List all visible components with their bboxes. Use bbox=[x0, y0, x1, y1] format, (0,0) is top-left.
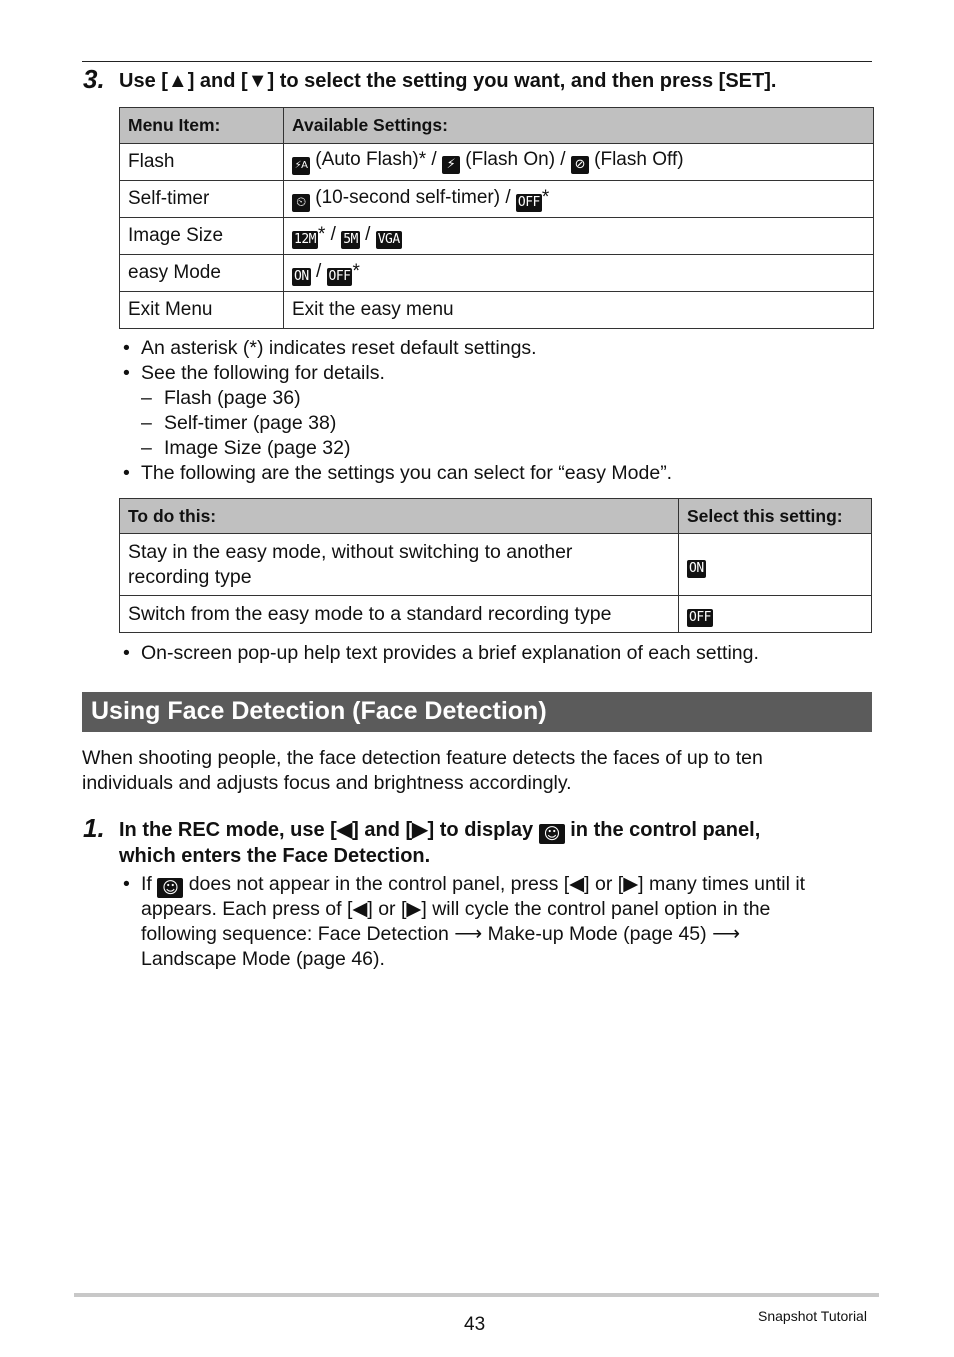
setting-text: (10-second self-timer) / bbox=[315, 186, 511, 208]
step-1-bullet-line-1 bbox=[141, 872, 805, 898]
table-row bbox=[120, 144, 874, 181]
step-1-bullet-line-3 bbox=[141, 922, 740, 947]
table-row bbox=[120, 218, 874, 255]
setting-text: * bbox=[541, 186, 550, 208]
bullet-see-following: See the following for details. bbox=[141, 362, 385, 384]
size-vga-icon: VGA bbox=[377, 231, 400, 247]
face-detection-icon: ☺ bbox=[157, 878, 183, 898]
action-line: recording type bbox=[128, 565, 252, 588]
exit-menu-settings: Exit the easy menu bbox=[284, 292, 874, 329]
setting-text: (Flash Off) bbox=[594, 149, 684, 170]
setting-text: (Auto Flash)* / bbox=[315, 149, 437, 170]
menu-item-easy-mode: easy Mode bbox=[120, 255, 284, 292]
on-icon: ON bbox=[689, 560, 704, 576]
step-number-1: 1. bbox=[83, 813, 105, 843]
menu-item-flash: Flash bbox=[120, 144, 284, 181]
bullet-easy-mode-settings: The following are the settings you can select for “easy Mode”. bbox=[141, 462, 673, 484]
bullet-text: does not appear in the control panel, press [◀] or [▶] many times until it bbox=[188, 873, 806, 895]
size-5m-icon: 5M bbox=[343, 231, 358, 247]
footer-rule bbox=[74, 1293, 879, 1297]
setting-text: (Flash On) / bbox=[465, 149, 566, 170]
bullet-marker: • bbox=[123, 642, 130, 664]
table-row bbox=[120, 534, 872, 596]
table-row bbox=[120, 181, 874, 218]
bullet-marker: • bbox=[123, 462, 130, 484]
table-row bbox=[120, 255, 874, 292]
bullet-popup-help: On-screen pop-up help text provides a brief explanation of each setting. bbox=[141, 642, 759, 664]
dash-marker: – bbox=[141, 387, 152, 409]
off-icon: OFF bbox=[517, 194, 540, 210]
dash-marker: – bbox=[141, 412, 152, 434]
step-3-instruction: Use [▲] and [▼] to select the setting you want, and then press [SET]. bbox=[119, 70, 777, 92]
bullet-asterisk-note: An asterisk (*) indicates reset default settings. bbox=[141, 337, 537, 359]
step-text: In the REC mode, use [◀] and [▶] to display bbox=[119, 819, 534, 841]
setting-off-cell bbox=[679, 596, 872, 633]
flash-off-icon: ⊘ bbox=[571, 156, 589, 174]
table-row bbox=[120, 596, 872, 633]
settings-table bbox=[119, 107, 874, 329]
setting-text: * / bbox=[317, 223, 336, 245]
bullet-marker: • bbox=[123, 337, 130, 359]
bullet-marker: • bbox=[123, 362, 130, 384]
action-stay-easy bbox=[120, 534, 679, 596]
step-1-bullet-line-2: appears. Each press of [◀] or [▶] will cycle the control panel option in the bbox=[141, 898, 771, 920]
menu-item-self-timer: Self-timer bbox=[120, 181, 284, 218]
off-icon: OFF bbox=[328, 268, 351, 284]
flash-settings bbox=[284, 144, 874, 181]
sub-bullet-self-timer: Self-timer (page 38) bbox=[164, 412, 337, 434]
intro-line-2: individuals and adjusts focus and brightness accordingly. bbox=[82, 772, 572, 794]
settings-table-header bbox=[120, 108, 874, 144]
step-1-line-1 bbox=[119, 817, 760, 844]
bullet-marker: • bbox=[123, 873, 130, 895]
arrow-right-icon: ⟶ bbox=[712, 923, 741, 945]
flash-on-icon: ⚡ bbox=[442, 156, 460, 174]
section-header-band bbox=[82, 692, 872, 732]
easy-table-header bbox=[120, 499, 872, 534]
menu-item-exit-menu: Exit Menu bbox=[120, 292, 284, 329]
on-icon: ON bbox=[294, 268, 309, 284]
self-timer-settings bbox=[284, 181, 874, 218]
step-1-bullet-line-4: Landscape Mode (page 46). bbox=[141, 948, 385, 970]
setting-text: / bbox=[315, 260, 322, 282]
setting-text: / bbox=[365, 223, 371, 245]
section-title: Using Face Detection (Face Detection) bbox=[91, 697, 547, 725]
off-icon: OFF bbox=[689, 610, 711, 625]
bullet-text: Make-up Mode (page 45) bbox=[487, 923, 707, 945]
intro-line-1: When shooting people, the face detection feature detects the faces of up to ten bbox=[82, 747, 763, 769]
page-number: 43 bbox=[464, 1314, 486, 1335]
auto-flash-icon: ⚡A bbox=[292, 157, 310, 175]
step-text: in the control panel, bbox=[570, 819, 761, 841]
header-to-do-this: To do this: bbox=[120, 499, 679, 534]
easy-mode-table bbox=[119, 498, 872, 633]
step-1-line-2: which enters the Face Detection. bbox=[119, 845, 431, 867]
action-switch-standard: Switch from the easy mode to a standard recording type bbox=[120, 596, 679, 633]
timer-icon: ⏲ bbox=[292, 194, 310, 212]
step-number-3: 3. bbox=[83, 64, 105, 94]
bullet-text: If bbox=[141, 873, 152, 895]
header-select-this-setting: Select this setting: bbox=[679, 499, 872, 534]
bullet-text: following sequence: Face Detection bbox=[141, 923, 449, 945]
header-available-settings: Available Settings: bbox=[284, 108, 874, 144]
setting-on-cell bbox=[679, 534, 872, 596]
table-row bbox=[120, 292, 874, 329]
face-detection-icon: ☺ bbox=[539, 824, 565, 844]
action-line: Stay in the easy mode, without switching to another bbox=[128, 540, 573, 563]
header-menu-item: Menu Item: bbox=[120, 108, 284, 144]
dash-marker: – bbox=[141, 437, 152, 459]
easy-mode-settings bbox=[284, 255, 874, 292]
menu-item-image-size: Image Size bbox=[120, 218, 284, 255]
size-12m-icon: 12M bbox=[294, 231, 316, 247]
footer-section-name: Snapshot Tutorial bbox=[758, 1308, 867, 1324]
sub-bullet-flash: Flash (page 36) bbox=[164, 387, 301, 409]
image-size-settings bbox=[284, 218, 874, 255]
setting-text: * bbox=[352, 260, 360, 282]
sub-bullet-image-size: Image Size (page 32) bbox=[164, 437, 351, 459]
arrow-right-icon: ⟶ bbox=[454, 923, 483, 945]
top-rule bbox=[82, 61, 872, 62]
